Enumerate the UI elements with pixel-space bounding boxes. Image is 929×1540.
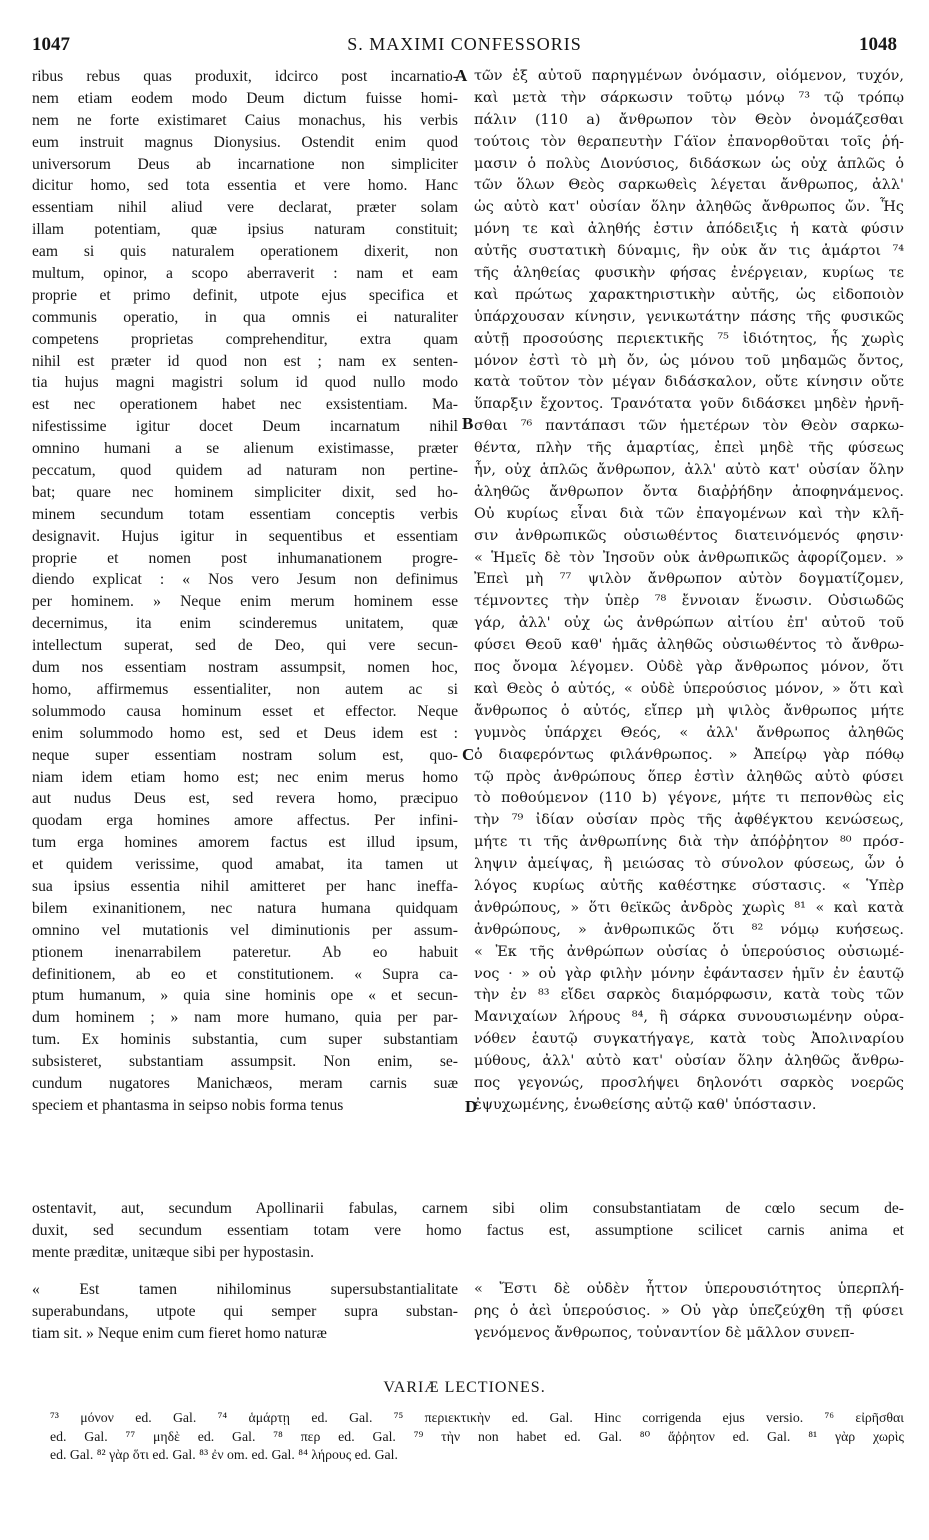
greek-column <box>474 66 904 1117</box>
latin-text-line: nem ne forte existimaret Caius monachus, his verbis <box>32 111 458 129</box>
greek-text-line: γενόμενος ἄνθρωπος, τοὐναντίον δὲ μᾶλλον συνεπ- <box>474 1324 855 1341</box>
latin-text-line: tia hujus magni magistri solum id quod nullo modo <box>32 374 458 392</box>
greek-text-line: πάλιν (110 a) ἄνθρωπον τὸν Θεὸν ὀνομάζεσθαι <box>474 111 904 128</box>
greek-text-line: θέντα, πλὴν τῆς ἁμαρτίας, ἐπεὶ μηδὲ τῆς φύσεως <box>474 440 904 457</box>
note-line: ⁷³ μόνον ed. Gal. ⁷⁴ ἁμάρτῃ ed. Gal. ⁷⁵ περιεκτικὴν ed. Gal. Hinc corrigenda ejus versio. ⁷⁶ εἰρῆσθαι <box>50 1410 904 1425</box>
greek-text-line: ἀνθρώπους, » ὅτι θεϊκῶς ἀνδρὸς χωρὶς ⁸¹ « καὶ κατὰ <box>474 899 904 916</box>
latin-text-line: bilem exinanitionem, nec natura humana quidquam <box>32 899 458 917</box>
latin-text-line: homo, affirmemus essentialiter, non autem ac si <box>32 680 458 698</box>
greek-text-line: πος ὄνομα λέγομεν. Οὐδὲ γὰρ ἄνθρωπος μόνον, ὅτι <box>474 659 904 676</box>
latin-text-line: niam idem etiam homo est; nec enim merus homo <box>32 768 458 786</box>
variae-lectiones-heading: VARIÆ LECTIONES. <box>383 1379 546 1396</box>
latin-text-line: neque super essentiam nostram solum est, quo- <box>32 746 458 764</box>
latin-column-continued <box>32 1279 458 1345</box>
left-page-number: 1047 <box>32 34 70 55</box>
latin-text-line: minem secundum totam essentiam conceptis verbis <box>32 505 458 523</box>
latin-text-line: diendo explicat : « Nos vero Jesum non definimus <box>32 571 458 589</box>
variant-readings-notes <box>50 1409 904 1465</box>
greek-text-line: σιν ἀνθρωπικῶς οὐσιωθέντος διατεινόμενός φησιν· <box>474 527 904 544</box>
greek-text-line: σθαι ⁷⁶ παντάπασι τῶν ἡμετέρων τὸν Θεὸν σαρκω- <box>474 418 904 435</box>
latin-text-line: speciem et phantasma in seipso nobis forma tenus <box>32 1096 344 1114</box>
greek-text-line: ὕπαρξιν ἔχοντος. Τρανότατα γοῦν διδάσκει μηδὲν ἠρνῆ- <box>474 396 904 413</box>
greek-text-line: ἄνθρωπος ὁ αὐτός, εἴπερ μὴ ψιλὸς ἄνθρωπος μήτε <box>474 702 904 719</box>
greek-text-line: τῶν ὅλων Θεὸς σαρκωθεὶς λέγεται ἄνθρωπος, ἀλλ' <box>474 177 904 194</box>
page-header <box>32 34 897 58</box>
greek-text-line: « Ἔστι δὲ οὐδὲν ἧττον ὑπερουσιότητος ὑπερπλή- <box>474 1281 904 1297</box>
greek-text-line: αὐτῇ προσούσης περιεκτικῆς ⁷⁵ ἰδιότητος, ἧς χωρὶς <box>474 330 904 347</box>
greek-text-line: « Ἡμεῖς δὲ τὸν Ἰησοῦν οὐκ ἀνθρωπικῶς ἀφορίζομεν. » <box>474 549 904 566</box>
greek-text-line: τῷ πρὸς ἀνθρώπους ὅπερ ἐστὶν ἀληθῶς αὐτὸ φύσει <box>474 768 904 785</box>
latin-text-line: essentiam nihil aliud vere declarat, præter solam <box>32 199 458 217</box>
latin-text-line: bat; quare nec hominem simpliciter dixit, sed ho- <box>32 483 458 501</box>
latin-text-line: tum erga homines amorem factus est illud ipsum, <box>32 834 458 852</box>
greek-text-line: Μανιχαίων λήρους ⁸⁴, ἢ σάρκα συνουσιωμένην οὐρα- <box>474 1009 904 1026</box>
latin-text-line: et quidem verissime, quod amabat, ita tamen ut <box>32 856 458 874</box>
greek-text-line: φύσει Θεοῦ καθ' ἡμᾶς ἀληθῶς οὐσιωθέντος τὸ ἄνθρω- <box>474 637 904 654</box>
latin-text-line: enim solummodo homo est, sed et Deus idem est : <box>32 724 458 742</box>
full-width-text-line: duxit, sed secundum essentiam totam vere homo factus est, assumptione scilicet carnis anima et <box>32 1221 904 1239</box>
latin-text-line: ptionem inenarrabilem pateretur. Ab eo habuit <box>32 943 458 961</box>
latin-text-line: universorum Deus ab incarnatione non simpliciter <box>32 155 458 173</box>
latin-text-line: tum. Ex hominis substantia, cum super substantiam <box>32 1031 458 1049</box>
greek-text-line: λόγος κυρίως αὐτῆς καθέστηκε σύστασις. « Ὑπὲρ <box>474 877 904 894</box>
greek-text-line: ρης ὁ ἀεὶ ὑπερούσιος. » Οὐ γὰρ ὑπεζεύχθη τῇ φύσει <box>474 1302 904 1319</box>
greek-text-line: Ἐπεὶ μὴ ⁷⁷ ψιλὸν ἄνθρωπον αὐτὸν δογματίζομεν, <box>474 571 904 588</box>
latin-text-line: proprie et nomen post inhumanationem progre- <box>32 549 458 567</box>
greek-text-line: ἐψυχωμένης, ἑνωθείσης αὐτῷ καθ' ὑπόστασιν. <box>474 1096 817 1113</box>
latin-text-line: definitionem, ab eo et constitutionem. « Supra ca- <box>32 965 458 983</box>
latin-text-line: dum nos essentiam nostram assumpsit, nomen hoc, <box>32 659 458 677</box>
latin-text-line: superabundans, utpote qui semper supra substan- <box>32 1302 458 1320</box>
latin-text-line: solummodo causa hominum esset et effector. Neque <box>32 702 458 720</box>
greek-text-line: τούτοις τὸν θεραπευτὴν Γάϊον ἐπανορθοῦται τοῖς ῥή- <box>474 133 904 150</box>
margin-letter-d: D <box>465 1097 478 1116</box>
latin-text-line: quodam erga homines amore affectus. Per infini- <box>32 812 458 830</box>
latin-text-line: nifestissime igitur docet Deum incarnatum nihil <box>32 418 458 436</box>
greek-text-line: ἦν, οὐχ ἁπλῶς ἄνθρωπον, ἀλλ' αὐτὸ κατ' οὐσίαν ὅλην <box>474 462 904 479</box>
margin-letter-b: B <box>462 414 474 433</box>
latin-text-line: dum hominem ; » nam more humano, quia per par- <box>32 1009 458 1027</box>
full-width-text-line: mente præditæ, unitæque sibi per hypostasin. <box>32 1243 314 1261</box>
greek-text-line: τὸ ποθούμενον (110 b) γέγονε, μήτε τι πεπονθὼς εἰς <box>474 790 904 807</box>
greek-text-line: ἀνθρώπους, » ἀνθρωπικῶς ὅτι ⁸² νόμῳ κυήσεως. <box>474 921 904 938</box>
greek-text-line: μόνη τε καὶ ἀληθής ἐστιν ἀπόδειξις ἡ κατὰ φύσιν <box>474 221 904 238</box>
greek-text-line: τὴν ⁷⁹ ἰδίαν οὐσίαν πρὸς τῆς ἀφθέγκτου κενώσεως, <box>474 812 904 829</box>
greek-text-line: μόνον ἐστὶ τὸ μὴ ὄν, ὡς μόνου τοῦ μηδαμῶς ὄντος, <box>474 352 904 369</box>
right-page-number: 1048 <box>859 34 897 55</box>
greek-text-line: μύθους, ἀλλ' αὐτὸ κατ' οὐσίαν ὅλην ἀληθῶς ἄνθρω- <box>474 1053 904 1070</box>
latin-text-line: dicitur homo, sed tota essentia et vere homo. Hanc <box>32 177 458 195</box>
greek-text-line: τῶν ἐξ αὐτοῦ παρηγμένων ὀνόμασιν, οἰόμενον, τυχόν, <box>474 68 904 84</box>
note-line: ed. Gal. ⁷⁷ μηδὲ ed. Gal. ⁷⁸ περ ed. Gal. ⁷⁹ τὴν non habet ed. Gal. ⁸⁰ ἄῤῥητον ed. Gal. ⁸¹ γὰρ χωρὶς <box>50 1428 904 1444</box>
latin-text-line: decernimus, ita enim scinderemus unitatem, quæ <box>32 615 458 633</box>
greek-text-line: καὶ Θεὸς ὁ αὐτός, « οὐδὲ ὑπερούσιος μόνον, » ὅτι καὶ <box>474 680 904 697</box>
latin-text-line: sua ipsius essentia nihil amitteret per hanc ineffa- <box>32 877 458 895</box>
latin-text-line: « Est tamen nihilominus supersubstantialitate <box>32 1281 458 1298</box>
latin-text-line: tiam sit. » Neque enim cum fieret homo naturæ <box>32 1324 327 1342</box>
margin-letter-a: A <box>455 66 468 85</box>
greek-text-line: καὶ πρώτως χαρακτηριστικὴν αὐτῆς, ὡς εἰδοποιὸν <box>474 286 904 303</box>
greek-text-line: μασιν ὁ πολὺς Διονύσιος, διδάσκων ὡς οὐχ ἁπλῶς ὁ <box>474 155 904 172</box>
greek-text-line: πος γεγονώς, προσλήψει δηλονότι σαρκὸς νοερῶς <box>474 1074 904 1091</box>
greek-text-line: ὁ διαφερόντως φιλάνθρωπος. » Ἀπείρῳ γὰρ πόθῳ <box>474 746 904 763</box>
latin-text-line: nihil est præter id quod non est ; nam ex senten- <box>32 352 458 370</box>
greek-text-line: νος · » οὐ γὰρ φιλὴν μόνην ἐφάντασεν ἡμῖν ἐν ἑαυτῷ <box>474 965 904 982</box>
greek-text-line: « Ἐκ τῆς ἀνθρώπων οὐσίας ὁ ὑπερούσιος οὐσιωμέ- <box>474 943 904 960</box>
margin-letter-c: C <box>462 745 475 764</box>
latin-text-line: ptum humanum, » quia sine hominis ope « et secun- <box>32 987 458 1005</box>
latin-text-line: est nec operationem habet nec exsistentiam. Ma- <box>32 396 458 414</box>
greek-text-line: μήτε τι τῆς ἀνθρωπίνης διὰ τὴν ἀπόῤῥητον ⁸⁰ πρόσ- <box>474 834 904 851</box>
latin-text-line: subsisteret, substantiam assumpsit. Non enim, se- <box>32 1053 458 1071</box>
latin-text-line: competens proprietas comprehenditur, extra quam <box>32 330 458 348</box>
greek-text-line: αὐτῆς συστατικὴ δύναμις, ἣν οὐκ ἄν τις ἁμάρτοι ⁷⁴ <box>474 243 904 260</box>
latin-text-line: designavit. Hujus igitur in sequentibus et essentiam <box>32 527 458 545</box>
greek-text-line: κατὰ τοῦτον τὸν μέγαν διδάσκαλον, οὔτε κίνησιν οὔτε <box>474 374 904 391</box>
latin-text-line: intellectum superat, sed de Deo, qui vere secun- <box>32 637 458 655</box>
greek-text-line: Οὐ κυρίως εἶναι διὰ τῶν ἐπαγομένων καὶ τὴν κλῆ- <box>474 505 904 522</box>
greek-text-line: ὡς αὐτὸ κατ' οὐσίαν ὅλην ἀληθῶς ἄνθρωπος ὤν. Ἧς <box>474 199 904 216</box>
greek-text-line: τὴν ἐν ⁸³ εἴδει σαρκὸς διαμόρφωσιν, κατὰ τοὺς τῶν <box>474 987 904 1004</box>
latin-text-line: per hominem. » Neque enim merum hominem esse <box>32 593 458 611</box>
greek-text-line: γάρ, ἀλλ' οὐχ ὡς ἀνθρώπων αἰτίου ἐπ' αὐτοῦ τοῦ <box>474 615 904 632</box>
latin-text-line: cundum nugatores Manichæos, meram carnis suæ <box>32 1074 458 1092</box>
greek-text-line: νόθεν ἑαυτῷ συγκατήγαγε, κατὰ τοὺς Ἀπολιναρίου <box>474 1031 904 1048</box>
latin-text-line: eum instruit magnus Dionysius. Ostendit enim quod <box>32 133 458 151</box>
note-line: ed. Gal. ⁸² γὰρ ὅτι ed. Gal. ⁸³ ἐν om. ed. Gal. ⁸⁴ λήρους ed. Gal. <box>50 1447 398 1462</box>
latin-text-line: nem etiam eodem modo Deum dictum fuisse homi- <box>32 89 458 107</box>
latin-column <box>32 66 458 1117</box>
latin-text-line: multum, opinor, a scopo aberraverit : nam et eam <box>32 265 458 283</box>
latin-text-line: omnino humani a se alienum existimasse, præter <box>32 440 458 458</box>
greek-column-continued <box>474 1279 904 1345</box>
latin-text-line: aut nudus Deus est, sed revera homo, præcipuo <box>32 790 458 808</box>
greek-text-line: τέμνοντες τὴν ὑπὲρ ⁷⁸ ἔννοιαν ἕνωσιν. Οὐσιωδῶς <box>474 593 904 610</box>
greek-text-line: καὶ μετὰ τὴν σάρκωσιν τοῦτῳ μόνῳ ⁷³ τῷ τρόπῳ <box>474 89 904 106</box>
greek-text-line: ὑπάρχουσαν κίνησιν, γενικωτάτην πάσης τῆς φυσικῶς <box>474 308 904 325</box>
greek-text-line: ἀληθῶς ἄνθρωπον ὄντα διαῤῥήδην ἀποφηνάμενος. <box>474 483 904 500</box>
latin-text-line: peccatum, quod quidem ad naturam non pertine- <box>32 462 458 480</box>
latin-text-line: communis operatio, in qua omnis ei naturaliter <box>32 308 458 326</box>
running-title: S. MAXIMI CONFESSORIS <box>347 34 582 54</box>
latin-text-line: ribus rebus quas produxit, idcirco post incarnatio- <box>32 68 458 85</box>
latin-text-line: omnino vel mutationis vel diminutionis per assum- <box>32 921 458 939</box>
greek-text-line: γυμνὸς ὑπάρχει Θεός, « ἀλλ' ἄνθρωπος ἀληθῶς <box>474 724 904 741</box>
latin-text-line: eam si quis naturalem operationem dixerit, non <box>32 243 458 261</box>
greek-text-line: τῆς ἀληθείας φυσικὴν φήσας ἐνέργειαν, κυρίως τε <box>474 265 904 282</box>
full-width-paragraph <box>32 1198 904 1264</box>
full-width-text-line: ostentavit, aut, secundum Apollinarii fabulas, carnem sibi olim consubstantiatam de cœlo secum de- <box>32 1200 904 1217</box>
latin-text-line: illam potentiam, quæ ipsius naturam constituit; <box>32 221 458 239</box>
latin-text-line: proprie et primo definit, utpote ejus specifica et <box>32 286 458 304</box>
greek-text-line: ληψιν ἀμείψας, ἢ μειώσας τὸ σύνολον φύσεως, ὧν ὁ <box>474 856 904 873</box>
